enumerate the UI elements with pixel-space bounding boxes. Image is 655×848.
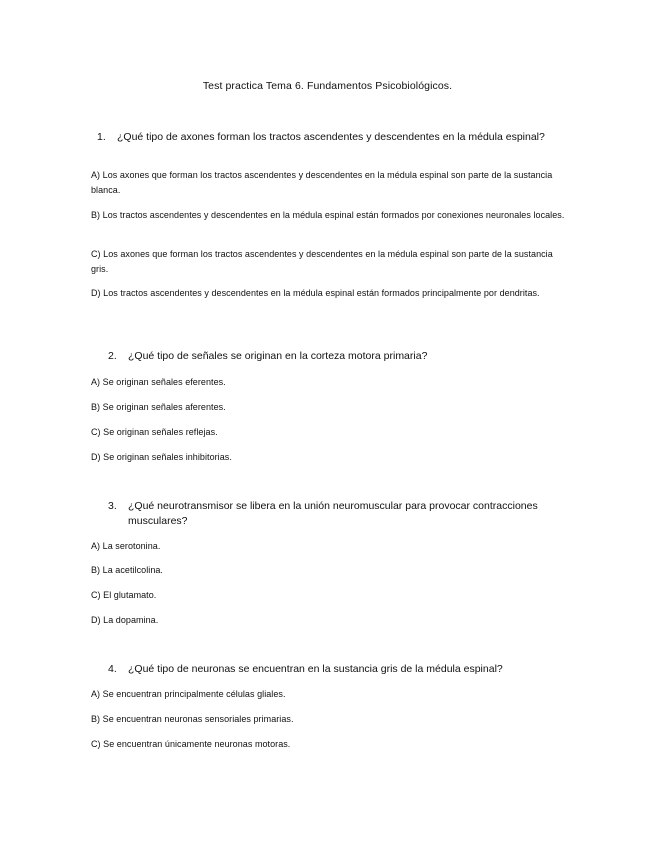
question-2-option-b: B) Se originan señales aferentes.: [91, 402, 226, 412]
question-number: 1.: [97, 131, 106, 143]
question-2-option-a: A) Se originan señales eferentes.: [91, 377, 226, 387]
question-3-option-b: B) La acetilcolina.: [91, 565, 163, 575]
question-number: 3.: [108, 500, 117, 512]
question-text: ¿Qué tipo de señales se originan en la corteza motora primaria?: [128, 350, 428, 362]
question-4-option-c: C) Se encuentran únicamente neuronas motoras.: [91, 739, 291, 749]
question-1-option-a: A) Los axones que forman los tractos ascendentes y descendentes en la médula espinal son parte de la sustancia blanca.: [91, 170, 553, 195]
question-2-option-d: D) Se originan señales inhibitorias.: [91, 452, 232, 462]
question-2: [108, 349, 556, 364]
question-3-option-d: D) La dopamina.: [91, 615, 159, 625]
question-text: ¿Qué tipo de axones forman los tractos ascendentes y descendentes en la médula espinal?: [117, 131, 545, 143]
question-number: 2.: [108, 350, 117, 362]
question-text: ¿Qué tipo de neuronas se encuentran en la sustancia gris de la médula espinal?: [128, 663, 503, 675]
question-4-option-a: A) Se encuentran principalmente células gliales.: [91, 689, 286, 699]
question-1-option-b: B) Los tractos ascendentes y descendentes en la médula espinal están formados por conexiones neuronales locales.: [91, 210, 565, 220]
question-number: 4.: [108, 663, 117, 675]
question-4: [108, 662, 556, 677]
question-3: [108, 499, 556, 529]
question-1-option-c: C) Los axones que forman los tractos ascendentes y descendentes en la médula espinal son parte de la sustancia gris.: [91, 249, 553, 274]
question-text: ¿Qué neurotransmisor se libera en la unión neuromuscular para provocar contracciones musculares?: [128, 500, 538, 527]
question-3-option-c: C) El glutamato.: [91, 590, 157, 600]
question-4-option-b: B) Se encuentran neuronas sensoriales primarias.: [91, 714, 294, 724]
question-2-option-c: C) Se originan señales reflejas.: [91, 427, 218, 437]
question-3-option-a: A) La serotonina.: [91, 541, 161, 551]
document-title: Test practica Tema 6. Fundamentos Psicobiológicos.: [202, 80, 453, 92]
question-1: [97, 130, 545, 145]
question-1-option-d: D) Los tractos ascendentes y descendentes en la médula espinal están formados principalmente por dendritas.: [91, 288, 540, 298]
